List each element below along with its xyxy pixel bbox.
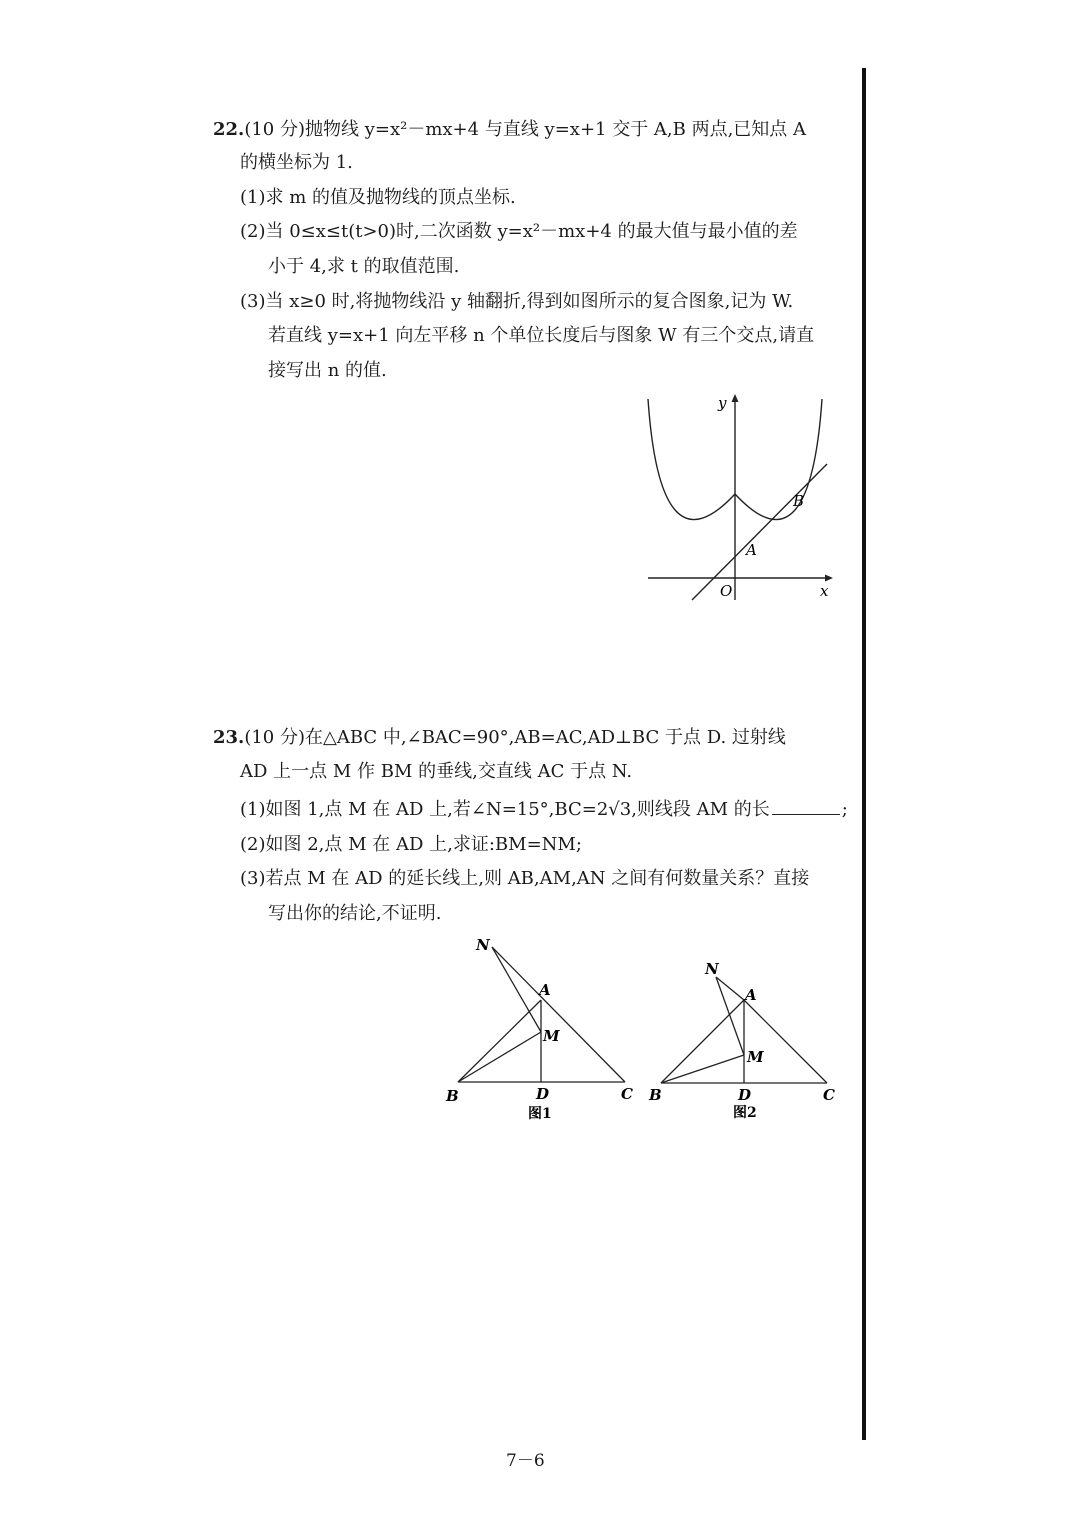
x-axis-label: x — [820, 582, 829, 600]
fig1-label-a: A — [539, 981, 551, 999]
fig1-label-m: M — [543, 1027, 560, 1045]
fig1-label-c: C — [621, 1085, 633, 1103]
fig2-label-c: C — [823, 1086, 835, 1104]
fig2-label-n: N — [705, 960, 719, 978]
q23-figure-1 — [440, 930, 640, 1125]
segment-ba — [661, 1000, 744, 1083]
fig1-caption: 图1 — [528, 1106, 552, 1122]
q22-graph — [630, 385, 850, 610]
q22-part-1: (1)求 m 的值及抛物线的顶点坐标. — [240, 187, 516, 208]
fig2-label-d: D — [738, 1086, 752, 1104]
q22-line-1: 22.(10 分)抛物线 y=x²－mx+4 与直线 y=x+1 交于 A,B 两点,已知点 A — [213, 119, 807, 140]
fig2-caption: 图2 — [733, 1105, 757, 1121]
point-b-label: B — [793, 492, 805, 510]
fig2-label-m: M — [747, 1048, 764, 1066]
page-number: 7－6 — [506, 1451, 545, 1471]
y-axis-arrow — [732, 394, 739, 402]
fig2-label-a: A — [745, 986, 757, 1004]
right-margin-rule — [862, 68, 866, 1440]
origin-label: O — [720, 582, 733, 600]
q23-part-2: (2)如图 2,点 M 在 AD 上,求证:BM=NM; — [240, 834, 582, 855]
q22-number: 22. — [213, 119, 245, 140]
q23-line-1: 23.(10 分)在△ABC 中,∠BAC=90°,AB=AC,AD⊥BC 于点 D. 过射线 — [213, 727, 786, 748]
segment-ac — [744, 1000, 827, 1083]
segment-ba — [458, 1000, 541, 1082]
point-a-label: A — [746, 541, 757, 559]
segment-bm — [458, 1032, 541, 1082]
line-y-eq-x-plus-1 — [692, 464, 827, 600]
q22-part-2-cont: 小于 4,求 t 的取值范围. — [268, 256, 460, 277]
q23-line-2: AD 上一点 M 作 BM 的垂线,交直线 AC 于点 N. — [240, 761, 633, 782]
segment-bm — [661, 1055, 744, 1083]
fig2-label-b: B — [649, 1086, 662, 1104]
q22-part-3: (3)当 x≥0 时,将抛物线沿 y 轴翻折,得到如图所示的复合图象,记为 W. — [240, 291, 794, 312]
q22-part-3-cont-2: 接写出 n 的值. — [268, 360, 387, 381]
answer-blank[interactable] — [772, 798, 840, 815]
fig1-label-b: B — [446, 1087, 459, 1105]
q23-part-3: (3)若点 M 在 AD 的延长线上,则 AB,AM,AN 之间有何数量关系？直接 — [240, 868, 810, 889]
x-axis-arrow — [825, 575, 833, 582]
q23-part-1: (1)如图 1,点 M 在 AD 上,若∠N=15°,BC=2√3,则线段 AM 的长 ; — [240, 799, 848, 820]
q22-part-3-cont: 若直线 y=x+1 向左平移 n 个单位长度后与图象 W 有三个交点,请直 — [268, 325, 815, 346]
segment-nc — [492, 947, 625, 1082]
q23-figure-2 — [645, 955, 845, 1125]
q23-part-3-cont: 写出你的结论,不证明. — [268, 903, 442, 924]
q22-line-2: 的横坐标为 1. — [240, 152, 353, 173]
q22-part-2: (2)当 0≤x≤t(t>0)时,二次函数 y=x²－mx+4 的最大值与最小值的差 — [240, 221, 798, 242]
y-axis-label: y — [718, 394, 727, 412]
q23-number: 23. — [213, 727, 245, 748]
fig1-label-d: D — [536, 1085, 550, 1103]
fig1-label-n: N — [476, 936, 490, 954]
